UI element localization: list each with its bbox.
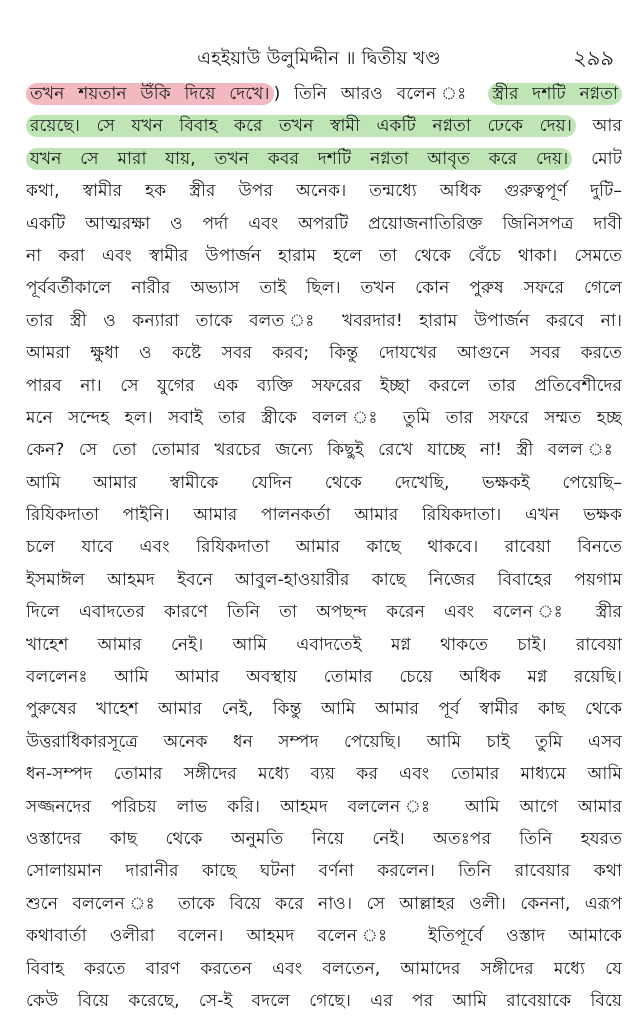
text-segment: চলে যাবে এবং রিযিকদাতা আমার কাছে থাকবে। রাবেয়া বিনতে <box>26 537 622 558</box>
page-header <box>0 38 638 70</box>
text-segment: রিযিকদাতা পাইনি। আমার পালনকর্তা আমার রিযিকদাতা। এখন ভক্ষক <box>26 505 622 526</box>
text-line <box>26 791 622 823</box>
text-line <box>26 78 622 110</box>
text-segment: ) তিনি আরও বলেন ঃ <box>273 84 489 104</box>
text-line <box>26 920 622 952</box>
highlighted-text-green: রয়েছে। সে যখন বিবাহ করে তখন স্বামী একটি নগ্নতা ঢেকে দেয়। <box>26 115 576 137</box>
text-line <box>26 337 622 369</box>
text-line <box>26 175 622 207</box>
text-line <box>26 499 622 531</box>
text-line <box>26 240 622 272</box>
text-segment: বললেনঃ আমি আমার অবস্থায় তোমার চেয়ে অধিক মগ্ন রয়েছি। <box>26 667 622 688</box>
text-line <box>26 531 622 563</box>
text-segment: আমরা ক্ষুধা ও কষ্টে সবর করব; কিন্তু দোযখের আগুনে সবর করতে <box>26 343 622 364</box>
text-line <box>26 370 622 402</box>
text-line <box>26 467 622 499</box>
text-segment: তার স্ত্রী ও কন্যারা তাকে বলত ঃ খবরদার! হারাম উপার্জন করবে না। <box>26 310 622 331</box>
text-segment: কথাবার্তা ওলীরা বলেন। আহমদ বলেন ঃ ইতিপূর্বে ওস্তাদ আমাকে <box>26 926 622 947</box>
text-line <box>26 758 622 790</box>
running-title: এহইয়াউ উলুমিদ্দীন ॥ দ্বিতীয় খণ্ড <box>197 48 441 69</box>
text-segment: সোলায়মান দারানীর কাছে ঘটনা বর্ণনা করলেন। তিনি রাবেয়ার কথা <box>26 861 622 882</box>
text-line <box>26 272 622 304</box>
text-segment: দিলে এবাদতের কারণে তিনি তা অপছন্দ করেন এবং বলেন ঃ স্ত্রীর <box>26 602 622 623</box>
highlighted-text-green: যখন সে মারা যায়, তখন কবর দশটি নগ্নতা আবৃত করে দেয়। <box>26 148 572 170</box>
text-segment: না করা এবং স্বামীর উপার্জন হারাম হলে তা থেকে বেঁচে থাকা। সেমতে <box>26 245 622 266</box>
text-segment: আমি আমার স্বামীকে যেদিন থেকে দেখেছি, ভক্ষকই পেয়েছি– <box>26 472 622 493</box>
page-number: ২৯৯ <box>573 46 614 70</box>
text-segment: মোট <box>572 148 622 169</box>
text-segment: পূর্ববর্তীকালে নারীর অভ্যাস তাই ছিল। তখন কোন পুরুষ সফরে গেলে <box>26 278 622 299</box>
text-segment: মনে সন্দেহ হল। সবাই তার স্ত্রীকে বলল ঃ তুমি তার সফরে সম্মত হচ্ছ <box>26 407 622 428</box>
text-line <box>26 693 622 725</box>
text-line <box>26 823 622 855</box>
text-line <box>26 434 622 466</box>
text-segment: পুরুষের খাহেশ আমার নেই, কিন্তু আমি আমার পূর্ব স্বামীর কাছ থেকে <box>26 699 622 720</box>
text-line <box>26 629 622 661</box>
text-segment: কেন? সে তো তোমার খরচের জন্যে কিছুই রেখে যাচ্ছে না! স্ত্রী বলল ঃ <box>26 440 622 461</box>
text-segment: আর <box>575 116 622 137</box>
text-line <box>26 564 622 596</box>
text-line <box>26 596 622 628</box>
body-text <box>26 78 622 1017</box>
text-segment: উত্তরাধিকারসূত্রে অনেক ধন সম্পদ পেয়েছি। আমি চাই তুমি এসব <box>26 731 622 752</box>
text-line <box>26 110 622 142</box>
text-segment: শুনে বললেন ঃ তাকে বিয়ে করে নাও। সে আল্লাহর ওলী। কেননা, এরূপ <box>26 893 622 914</box>
text-line <box>26 402 622 434</box>
text-line <box>26 143 622 175</box>
text-line <box>26 855 622 887</box>
text-segment: কেউ বিয়ে করেছে, সে-ই বদলে গেছে। এর পর আমি রাবেয়াকে বিয়ে <box>26 990 622 1011</box>
text-segment: বিবাহ করতে বারণ করতেন এবং বলতেন, আমাদের সঙ্গীদের মধ্যে যে <box>26 958 622 979</box>
text-line <box>26 726 622 758</box>
highlighted-text-red: তখন শয়তান উঁকি দিয়ে দেখে। <box>26 83 274 105</box>
text-segment: একটি আত্মরক্ষা ও পর্দা এবং অপরটি প্রয়োজনাতিরিক্ত জিনিসপত্র দাবী <box>26 213 622 234</box>
highlighted-text-green: স্ত্রীর দশটি নগ্নতা <box>488 83 622 105</box>
text-line <box>26 208 622 240</box>
text-segment: ইসমাঈল আহমদ ইবনে আবুল-হাওয়ারীর কাছে নিজের বিবাহের পয়গাম <box>26 569 622 590</box>
text-line <box>26 985 622 1017</box>
text-segment: সজ্জনদের পরিচয় লাভ করি। আহমদ বললেন ঃ আমি আগে আমার <box>26 796 622 817</box>
text-segment: ধন-সম্পদ তোমার সঙ্গীদের মধ্যে ব্যয় কর এবং তোমার মাধ্যমে আমি <box>26 764 622 785</box>
text-line <box>26 888 622 920</box>
text-segment: খাহেশ আমার নেই। আমি এবাদতেই মগ্ন থাকতে চাই। রাবেয়া <box>26 634 622 655</box>
text-line <box>26 661 622 693</box>
text-segment: কথা, স্বামীর হক স্ত্রীর উপর অনেক। তন্মধ্যে অধিক গুরুত্বপূর্ণ দুটি– <box>26 181 622 202</box>
text-segment: পারব না। সে যুগের এক ব্যক্তি সফরের ইচ্ছা করলে তার প্রতিবেশীদের <box>26 375 622 396</box>
text-line <box>26 953 622 985</box>
text-segment: ওস্তাদের কাছ থেকে অনুমতি নিয়ে নেই। অতঃপর তিনি হযরত <box>26 828 622 849</box>
text-line <box>26 305 622 337</box>
